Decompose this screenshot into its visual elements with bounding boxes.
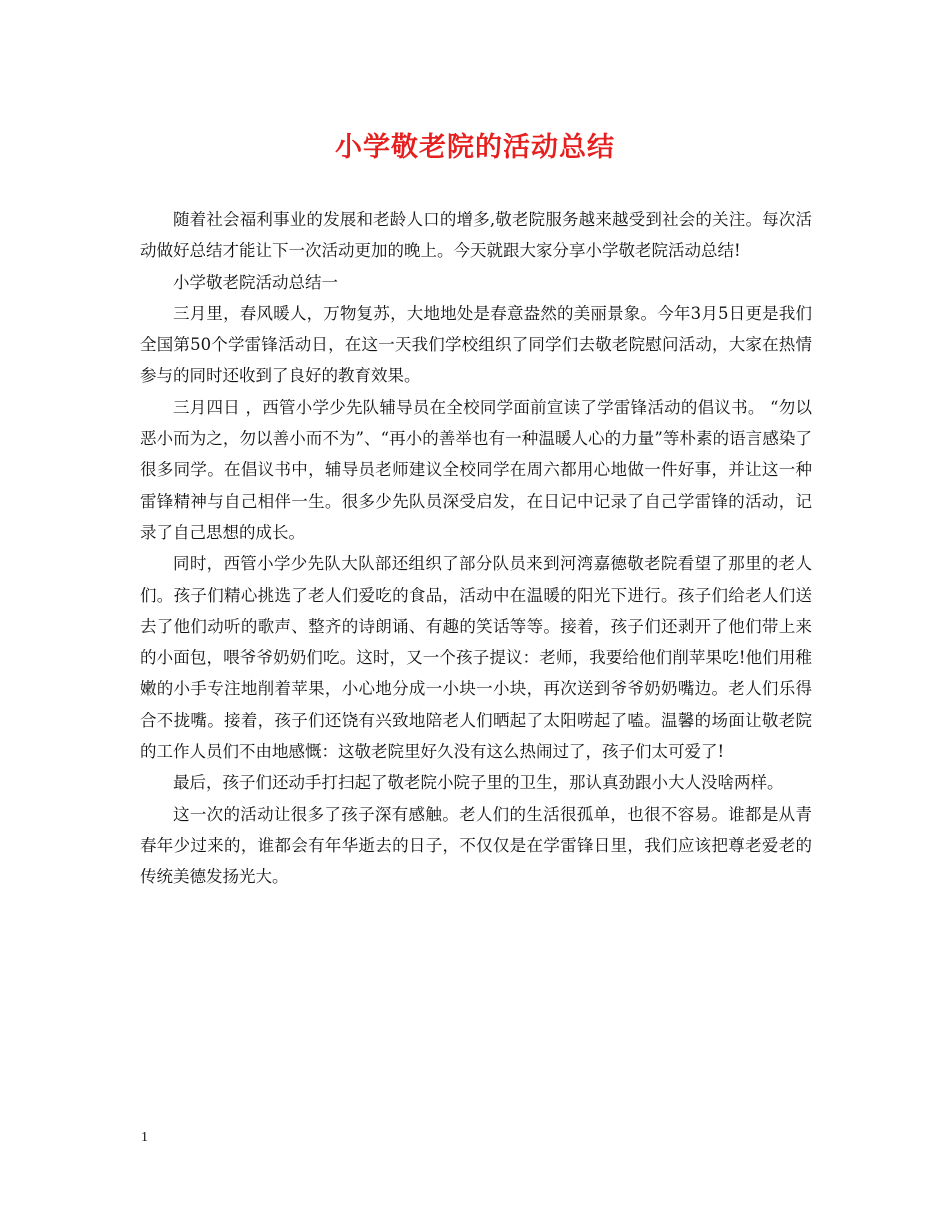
paragraph-proposal: 三月四日 ，西管小学少先队辅导员在全校同学面前宣读了学雷锋活动的倡议书。 “勿以恶小而为之，勿以善小而不为”、“再小的善举也有一种温暖人心的力量”等朴素的语言感染了很多同学。在倡议书中，辅导员老师建议全校同学在周六都用心地做一件好事，并让这一种雷锋精神与自己相伴一生。很多少先队员深受启发，在日记中记录了自己学雷锋的活动，记录了自己思想的成长。 [140, 397, 812, 542]
paragraph-march: 三月里，春风暖人，万物复苏，大地地处是春意盎然的美丽景象。今年3月5日更是我们全国第50个学雷锋活动日，在这一天我们学校组织了同学们去敬老院慰问活动，大家在热情参与的同时还收到了良好的教育效果。 [140, 303, 812, 386]
document-title: 小学敬老院的活动总结 [335, 132, 615, 163]
section-heading: 小学敬老院活动总结一 [173, 272, 338, 292]
paragraph-cleaning: 最后，孩子们还动手打扫起了敬老院小院子里的卫生，那认真劲跟小大人没啥两样。 [173, 773, 784, 793]
paragraph-reflection: 这一次的活动让很多了孩子深有感触。老人们的生活很孤单，也很不容易。谁都是从青春年少过来的，谁都会有年华逝去的日子，不仅仅是在学雷锋日里，我们应该把尊老爱老的传统美德发扬光大。 [140, 804, 812, 887]
paragraph-visit: 同时，西管小学少先队大队部还组织了部分队员来到河湾嘉德敬老院看望了那里的老人们。孩子们精心挑选了老人们爱吃的食品，活动中在温暖的阳光下进行。孩子们给老人们送去了他们动听的歌声、整齐的诗朗诵、有趣的笑话等等。接着，孩子们还剥开了他们带上来的小面包，喂爷爷奶奶们吃。这时，又一个孩子提议：老师，我要给他们削苹果吃!他们用稚嫩的小手专注地削着苹果，小心地分成一小块一小块，再次送到爷爷奶奶嘴边。老人们乐得合不拢嘴。接着，孩子们还饶有兴致地陪老人们晒起了太阳唠起了嗑。温馨的场面让敬老院的工作人员们不由地感慨：这敬老院里好久没有这么热闹过了，孩子们太可爱了! [140, 554, 812, 762]
paragraph-intro: 随着社会福利事业的发展和老龄人口的增多,敬老院服务越来越受到社会的关注。每次活动做好总结才能让下一次活动更加的晚上。今天就跟大家分享小学敬老院活动总结! [140, 210, 812, 261]
page-number: 1 [141, 1130, 148, 1145]
document-body [140, 204, 812, 893]
